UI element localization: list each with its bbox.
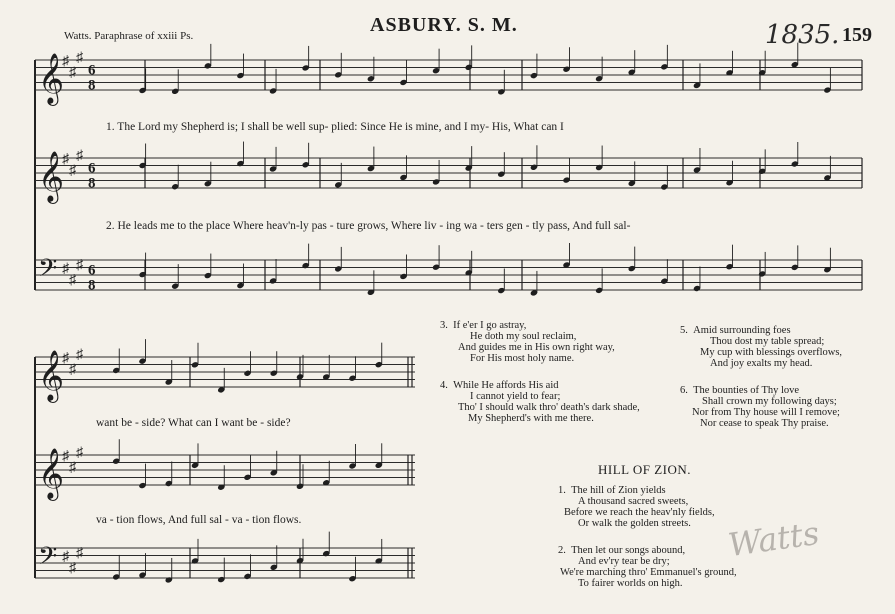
lyrics-system2-verse2: va - tion flows, And full sal - va - tion flows. xyxy=(96,514,302,526)
bass-staff-1-time: 8 xyxy=(88,277,96,294)
stanza-number: 2. xyxy=(558,545,566,556)
stanza-line: He doth my soul reclaim, xyxy=(470,331,577,342)
stanza-line: A thousand sacred sweets, xyxy=(578,496,689,507)
alto-staff-1-key: ♯ xyxy=(69,163,76,179)
stanza-line: And guides me in His own right way, xyxy=(458,342,615,353)
stanza-line: Shall crown my following days; xyxy=(702,396,837,407)
stanza-line: Before we reach the heav'nly fields, xyxy=(564,507,715,518)
stanza-line: Tho' I should walk thro' death's dark shade, xyxy=(458,402,640,413)
alto-staff-2-key: ♯ xyxy=(76,445,83,461)
stanza-line: Amid surrounding foes xyxy=(693,325,791,336)
stanza-line: The hill of Zion yields xyxy=(571,485,666,496)
stanza-number: 6. xyxy=(680,385,688,396)
stanza-line: If e'er I go astray, xyxy=(453,320,527,331)
bass-staff-1-key: ♯ xyxy=(62,261,69,277)
treble-staff-2-clef: 𝄞 xyxy=(38,350,65,401)
alto-staff-2-key: ♯ xyxy=(69,460,76,476)
bass-staff-2-key: ♯ xyxy=(62,549,69,565)
stanza-number: 3. xyxy=(440,320,448,331)
stanza-line: Thou dost my table spread; xyxy=(710,336,825,347)
bass-staff-1-time: 6 xyxy=(88,262,96,279)
stanza-6 xyxy=(680,385,840,429)
alto-staff-1-time: 6 xyxy=(88,160,96,177)
treble-staff-1-key: ♯ xyxy=(69,65,76,81)
hill-of-zion-stanza-2 xyxy=(558,545,737,589)
stanza-line: Then let our songs abound, xyxy=(571,545,686,556)
stanza-line: I cannot yield to fear; xyxy=(470,391,561,402)
stanza-line: Nor from Thy house will I remove; xyxy=(692,407,840,418)
stanza-number: 1. xyxy=(558,485,566,496)
page-number: 159 xyxy=(842,24,872,46)
alto-staff-1-key: ♯ xyxy=(62,152,69,167)
stanza-line: To fairer worlds on high. xyxy=(578,578,683,589)
stanza-3 xyxy=(440,320,615,364)
treble-staff-1-key: ♯ xyxy=(76,50,83,66)
stanza-line: My Shepherd's with me there. xyxy=(468,413,594,424)
treble-staff-2-key: ♯ xyxy=(69,362,76,378)
alto-staff-1-key: ♯ xyxy=(76,148,83,164)
hill-of-zion-stanza-1 xyxy=(558,485,715,529)
stanza-line: My cup with blessings overflows, xyxy=(700,347,843,358)
handwritten-signature: Watts xyxy=(725,513,822,565)
lyrics-system2-verse1: want be - side? What can I want be - side? xyxy=(96,417,291,429)
bass-staff-2-key: ♯ xyxy=(76,545,83,561)
alto-staff-1-clef: 𝄞 xyxy=(38,151,65,202)
bass-staff-1-key: ♯ xyxy=(76,257,83,273)
hill-of-zion-title: HILL OF ZION. xyxy=(598,462,692,477)
lyrics-system1-verse2: 2. He leads me to the place Where heav'n-ly pas - ture grows, Where liv - ing wa - ters gen - tly pass, And full sal- xyxy=(106,220,631,232)
lyrics-system1-verse1: 1. The Lord my Shepherd is; I shall be well sup- plied: Since He is mine, and I my- His, What can I xyxy=(106,121,564,133)
alto-staff-1-time: 8 xyxy=(88,175,96,192)
handwritten-year: 1835. xyxy=(765,20,840,50)
stanza-number: 4. xyxy=(440,380,448,391)
stanza-line: For His most holy name. xyxy=(470,353,575,364)
treble-staff-2-key: ♯ xyxy=(62,351,69,366)
stanza-line: And ev'ry tear be dry; xyxy=(578,556,670,567)
stanza-line: Nor cease to speak Thy praise. xyxy=(700,418,829,429)
stanza-5 xyxy=(680,325,842,369)
bass-staff-1-clef: 𝄢 xyxy=(38,254,58,289)
stanza-line: The bounties of Thy love xyxy=(693,385,800,396)
stanza-line: We're marching thro' Emmanuel's ground, xyxy=(560,567,737,578)
treble-staff-1-clef: 𝄞 xyxy=(38,53,65,104)
treble-staff-1-key: ♯ xyxy=(62,54,69,69)
stanza-line: Or walk the golden streets. xyxy=(578,518,691,529)
treble-staff-1-time: 6 xyxy=(88,62,96,79)
stanza-4 xyxy=(440,380,640,424)
stanza-line: While He affords His aid xyxy=(453,380,559,391)
stanza-number: 5. xyxy=(680,325,688,336)
alto-staff-2-clef: 𝄞 xyxy=(38,448,65,499)
hymn-attribution: Watts. Paraphrase of xxiii Ps. xyxy=(64,30,194,42)
bass-staff-1-key: ♯ xyxy=(69,272,76,288)
hymn-title: ASBURY. S. M. xyxy=(370,14,518,36)
treble-staff-2-key: ♯ xyxy=(76,347,83,363)
bass-staff-2-clef: 𝄢 xyxy=(38,542,58,577)
treble-staff-1-time: 8 xyxy=(88,77,96,94)
alto-staff-2-key: ♯ xyxy=(62,449,69,464)
stanza-line: And joy exalts my head. xyxy=(710,358,813,369)
bass-staff-2-key: ♯ xyxy=(69,560,76,576)
